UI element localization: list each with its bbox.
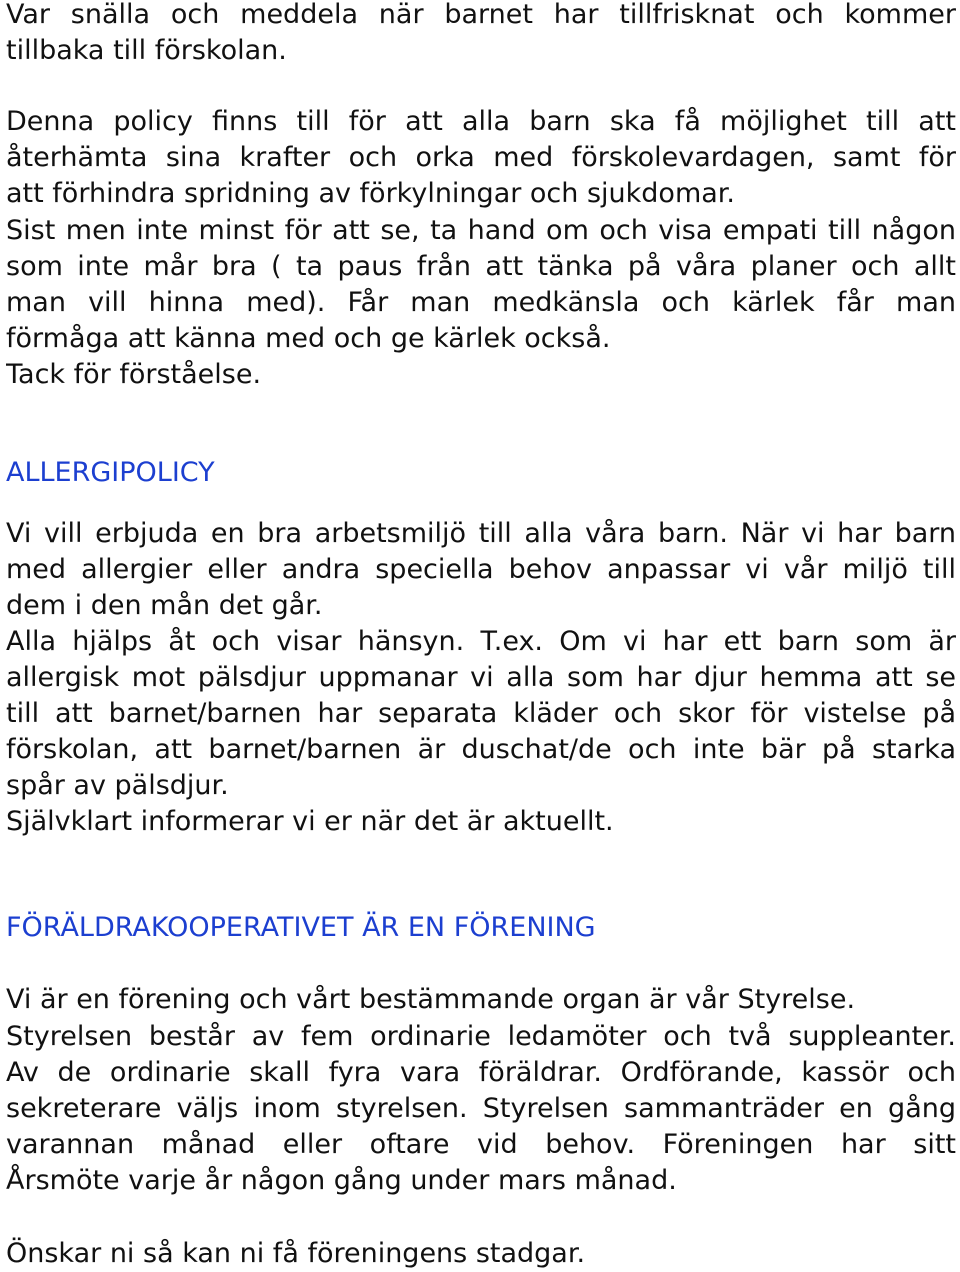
text-line: dem i den mån det går. xyxy=(6,590,323,621)
text-line: allergisk mot pälsdjur uppmanar vi alla som har djur hemma att se xyxy=(6,662,956,693)
text-line: tillbaka till förskolan. xyxy=(6,35,287,66)
section-heading-foreningen: FÖRÄLDRAKOOPERATIVET ÄR EN FÖRENING xyxy=(6,912,596,943)
text-line: Alla hjälps åt och visar hänsyn. T.ex. Om vi har ett barn som är xyxy=(6,626,956,657)
text-line: Styrelsen består av fem ordinarie ledamöter och två suppleanter. xyxy=(6,1021,956,1052)
text-line: Självklart informerar vi er när det är aktuellt. xyxy=(6,806,614,837)
text-line: sekreterare väljs inom styrelsen. Styrelsen sammanträder en gång xyxy=(6,1093,956,1124)
text-line: Önskar ni så kan ni få föreningens stadgar. xyxy=(6,1238,586,1269)
text-line: förmåga att känna med och ge kärlek också. xyxy=(6,323,611,354)
text-line: att förhindra spridning av förkylningar och sjukdomar. xyxy=(6,178,735,209)
text-line: Vi vill erbjuda en bra arbetsmiljö till alla våra barn. När vi har barn xyxy=(6,518,956,549)
text-line: man vill hinna med). Får man medkänsla och kärlek får man xyxy=(6,287,956,318)
text-line: varannan månad eller oftare vid behov. Föreningen har sitt xyxy=(6,1129,956,1160)
text-line: Denna policy finns till för att alla barn ska få möjlighet till att xyxy=(6,106,956,137)
text-line: Vi är en förening och vårt bestämmande organ är vår Styrelse. xyxy=(6,984,856,1015)
text-line: Tack för förståelse. xyxy=(6,359,262,390)
text-line: förskolan, att barnet/barnen är duschat/de och inte bär på starka xyxy=(6,734,956,765)
text-line: som inte mår bra ( ta paus från att tänka på våra planer och allt xyxy=(6,251,956,282)
text-line: Var snälla och meddela när barnet har tillfrisknat och kommer xyxy=(6,0,956,30)
section-heading-allergipolicy: ALLERGIPOLICY xyxy=(6,457,215,488)
text-line: Årsmöte varje år någon gång under mars månad. xyxy=(6,1165,677,1196)
text-line: Sist men inte minst för att se, ta hand om och visa empati till någon xyxy=(6,215,956,246)
text-line: Av de ordinarie skall fyra vara föräldrar. Ordförande, kassör och xyxy=(6,1057,956,1088)
text-line: till att barnet/barnen har separata kläder och skor för vistelse på xyxy=(6,698,956,729)
text-line: med allergier eller andra speciella behov anpassar vi vår miljö till xyxy=(6,554,956,585)
text-line: återhämta sina krafter och orka med förskolevardagen, samt för xyxy=(6,142,956,173)
text-line: spår av pälsdjur. xyxy=(6,770,229,801)
